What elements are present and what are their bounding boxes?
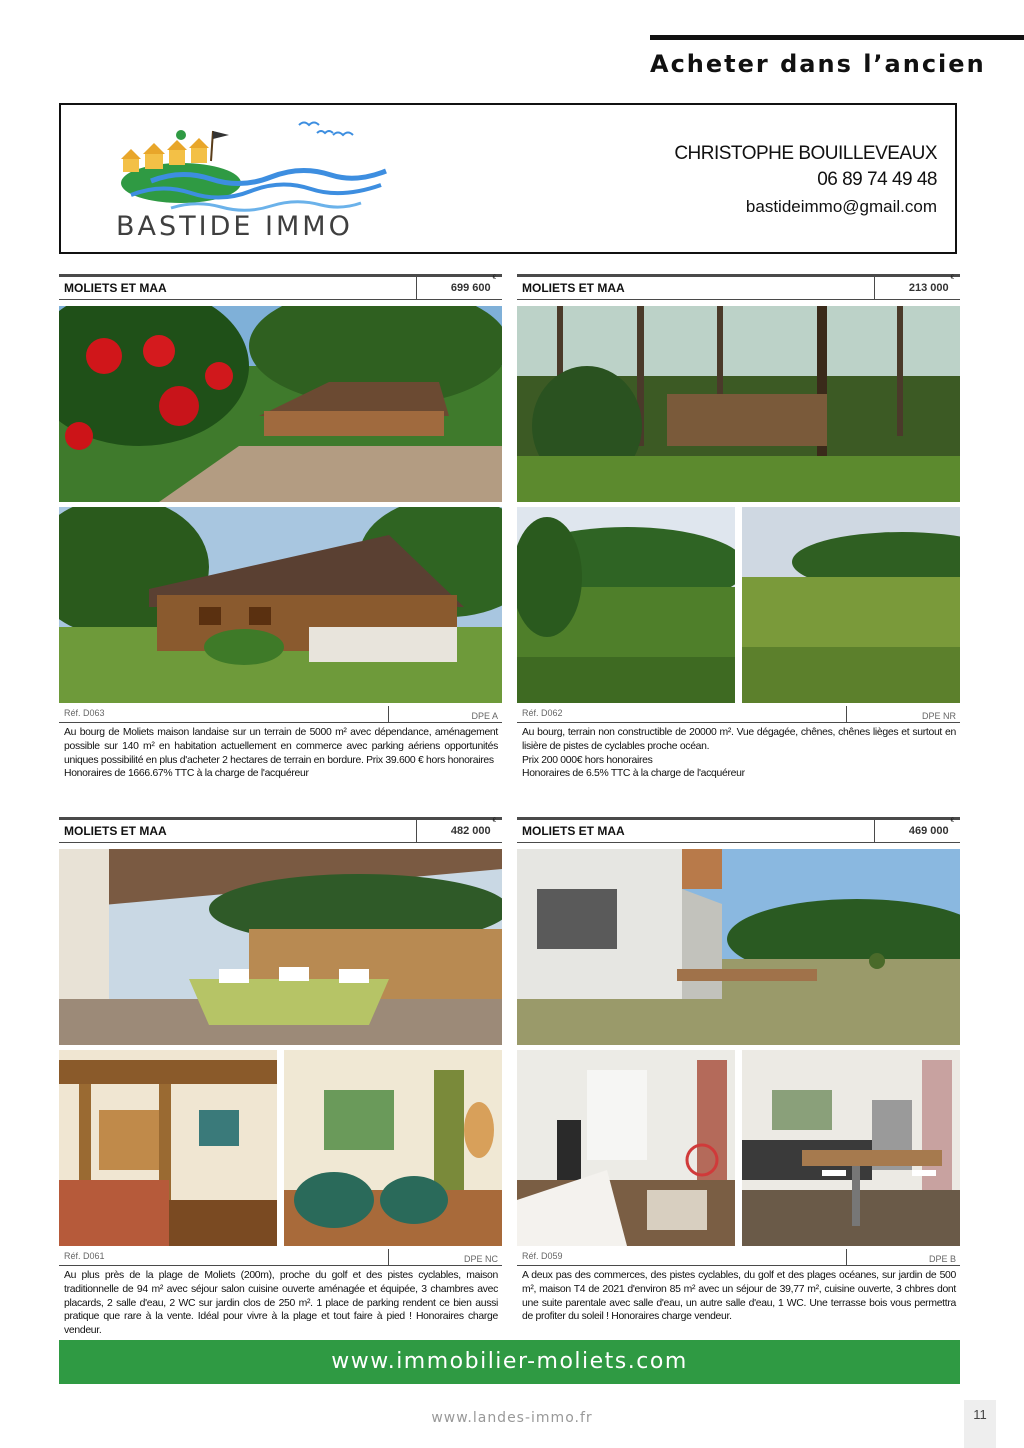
currency-symbol: € — [950, 275, 954, 281]
price-box — [416, 277, 502, 299]
website-banner[interactable] — [59, 1340, 960, 1384]
listing-card-d062[interactable] — [517, 274, 960, 804]
dpe-box — [388, 706, 502, 722]
dpe-box — [846, 706, 960, 722]
listing-photo-main[interactable] — [59, 306, 502, 502]
listing-city: MOLIETS ET MAA — [64, 824, 167, 838]
listing-description: Au plus près de la plage de Moliets (200m), proche du golf et des pistes cyclables, maison traditionnelle de 94 m² avec séjour salon cuisine ouverte aménagée et équipée, 3 chambres avec placards, 2 salle d'eau, 2 WC sur jardin clos de 250 m². 1 place de parking rendent ce bien aussi pratique que rare à la vente. Idéal pour vivre à la plage et tout faire à pied ! Honoraires charge vendeur. — [64, 1270, 498, 1337]
currency-symbol: € — [492, 818, 496, 824]
listing-header — [517, 274, 960, 300]
listing-city: MOLIETS ET MAA — [64, 281, 167, 295]
listing-card-d063[interactable] — [59, 274, 502, 804]
dpe-box — [846, 1249, 960, 1265]
listing-header — [517, 817, 960, 843]
price-box — [416, 820, 502, 842]
listing-meta — [59, 1249, 502, 1266]
listing-meta — [517, 1249, 960, 1266]
listing-description: Au bourg de Moliets maison landaise sur un terrain de 5000 m² avec dépendance, aménagement possible sur 140 m² en habitation actuellement en commerce avec parking aériens opportunités uniques possibilité en plus d'acheter 2 hectares de terrain en bordure. Prix 39.600 € hors honoraires Honoraires de 1666.67% TTC à la charge de l'acquéreur — [64, 727, 498, 780]
listing-photo-kitchen-island[interactable] — [742, 1050, 960, 1246]
listing-ref: Réf. D062 — [522, 708, 563, 718]
listing-ref: Réf. D061 — [64, 1251, 105, 1261]
website-banner-link[interactable]: www.immobilier-moliets.com — [331, 1349, 688, 1374]
listing-photo-field[interactable] — [742, 507, 960, 703]
agency-box — [59, 103, 957, 254]
price-box — [874, 277, 960, 299]
listing-photo-house[interactable] — [59, 507, 502, 703]
contact-phone: 06 89 74 49 48 — [817, 169, 937, 190]
contact-email: bastideimmo@gmail.com — [745, 197, 937, 216]
listing-photo-meadow[interactable] — [517, 507, 735, 703]
logo-wordmark: BASTIDE IMMO — [116, 211, 353, 242]
listing-photo-living[interactable] — [517, 1050, 735, 1246]
listing-card-d059[interactable] — [517, 817, 960, 1337]
listing-photo-terrace[interactable] — [59, 849, 502, 1045]
listing-header — [59, 274, 502, 300]
agency-contact — [674, 143, 937, 217]
listing-description: Au bourg, terrain non constructible de 20000 m². Vue dégagée, chênes, chênes lièges et surtout en lisière de pistes de cyclables proche océan. Prix 200 000€ hors honoraires Honoraires de 6.5% TTC à la charge de l'acquéreur — [522, 727, 956, 780]
listing-description: A deux pas des commerces, des pistes cyclables, du golf et des plages océanes, sur jardin de 500 m², maison T4 de 2021 d'environ 85 m² avec un séjour de 39,77 m², cuisine ouverte, 3 chbres dont une suite parentale avec salle d'eau, un autre salle d'eau, 1 WC. Une terrasse bois vous permettra de profiter du soleil ! Honoraires charge vendeur. — [522, 1270, 956, 1323]
listing-photo-main[interactable] — [517, 306, 960, 502]
listing-city: MOLIETS ET MAA — [522, 281, 625, 295]
listing-ref: Réf. D059 — [522, 1251, 563, 1261]
listing-card-d061[interactable] — [59, 817, 502, 1337]
listing-photo-kitchen[interactable] — [59, 1050, 277, 1246]
page-number: 11 — [973, 1407, 987, 1422]
currency-symbol: € — [492, 275, 496, 281]
listing-dpe: DPE A — [471, 711, 498, 721]
page-number-box — [964, 1400, 996, 1448]
header-rule — [650, 35, 1024, 40]
footer-url[interactable]: www.landes-immo.fr — [431, 1410, 593, 1426]
listing-price: 469 000 — [908, 825, 949, 837]
listing-dpe: DPE NC — [463, 1254, 498, 1264]
listing-meta — [59, 706, 502, 723]
listing-photo-house-exterior[interactable] — [517, 849, 960, 1045]
contact-name: CHRISTOPHE BOUILLEVEAUX — [674, 143, 937, 164]
listing-header — [59, 817, 502, 843]
dpe-box — [388, 1249, 502, 1265]
listing-ref: Réf. D063 — [64, 708, 105, 718]
section-title: Acheter dans l’ancien — [650, 50, 986, 78]
listing-dpe: DPE B — [928, 1254, 956, 1264]
listing-price: 482 000 — [450, 825, 491, 837]
currency-symbol: € — [950, 818, 954, 824]
listing-photo-living-room[interactable] — [284, 1050, 502, 1246]
listing-dpe: DPE NR — [921, 711, 956, 721]
listing-city: MOLIETS ET MAA — [522, 824, 625, 838]
listing-meta — [517, 706, 960, 723]
listing-price: 213 000 — [908, 282, 949, 294]
price-box — [874, 820, 960, 842]
listing-price: 699 600 — [450, 282, 491, 294]
